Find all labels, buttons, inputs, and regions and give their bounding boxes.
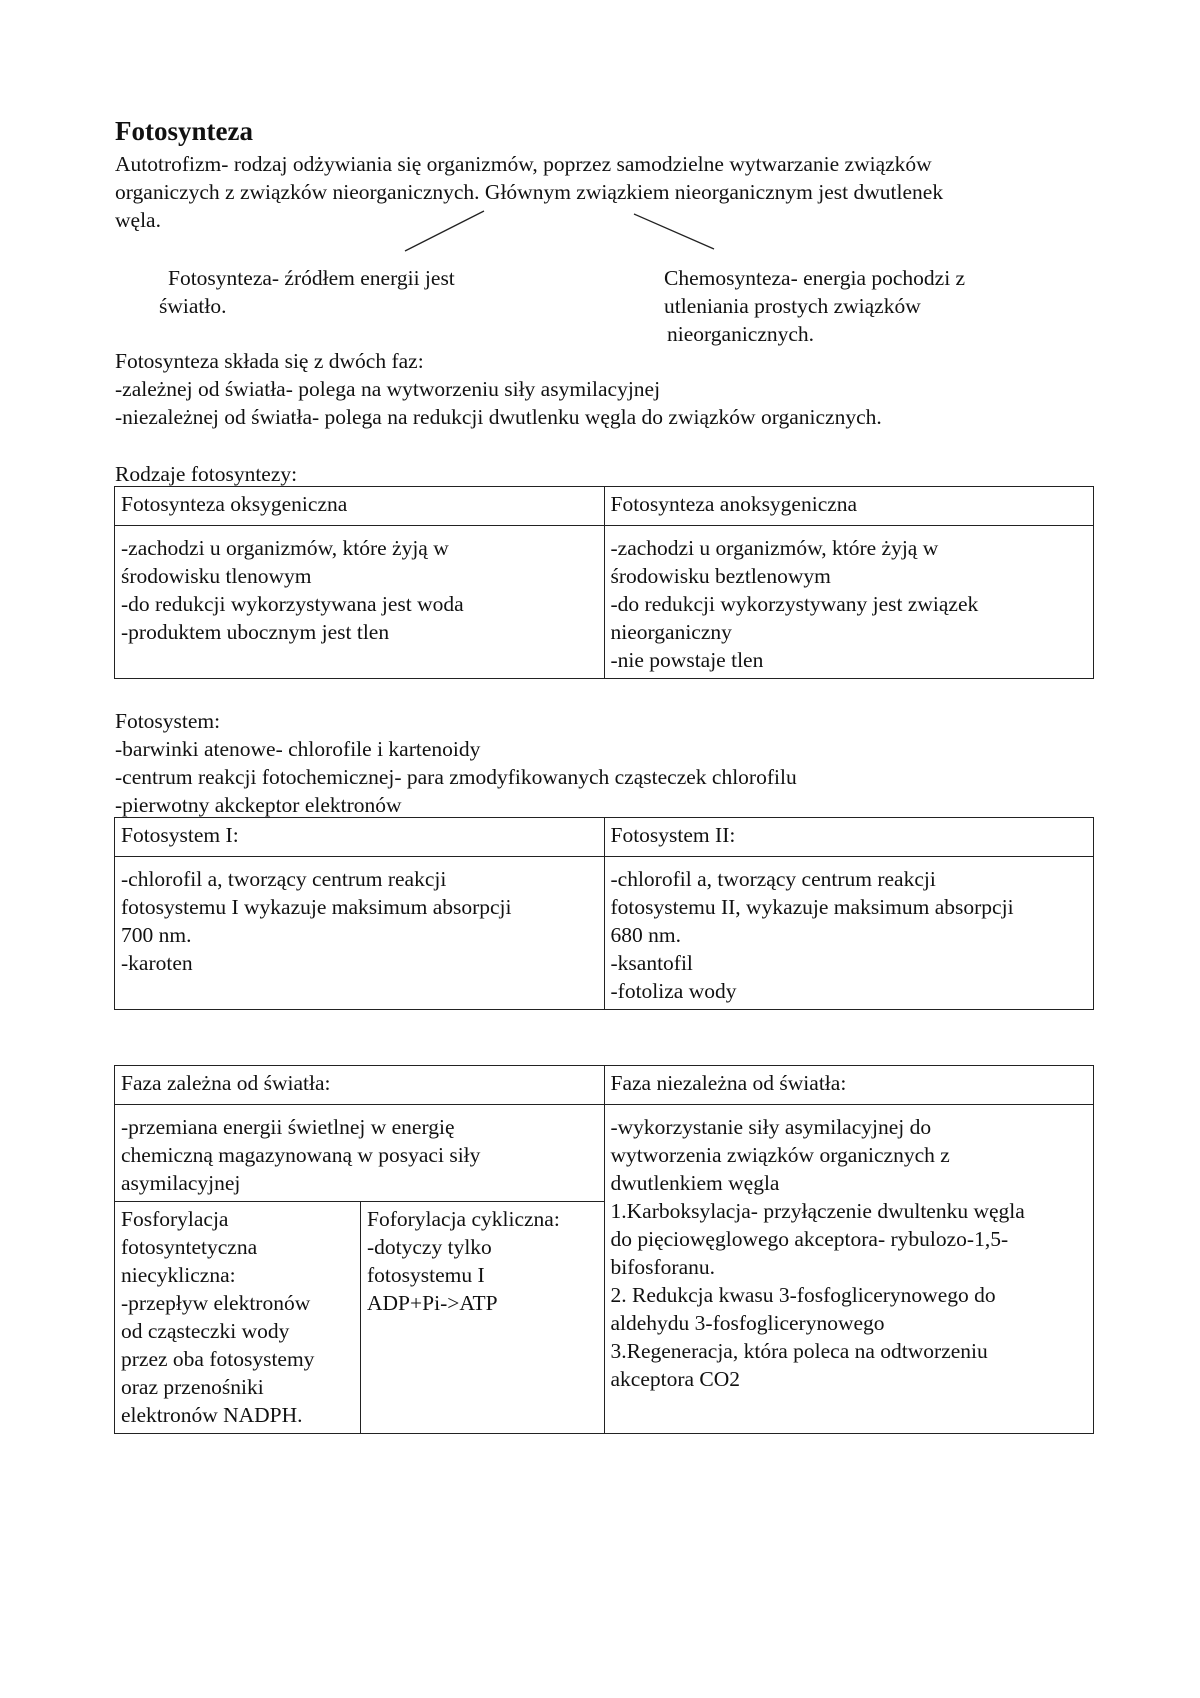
cell-line: nieorganiczny (610, 620, 732, 644)
cell-line: aldehydu 3-fosfoglicerynowego (610, 1311, 885, 1335)
cell-line: -chlorofil a, tworzący centrum reakcji (121, 867, 447, 891)
cell-line: -nie powstaje tlen (610, 648, 764, 672)
cell-line: -ksantofil (610, 951, 693, 975)
intro-line: Autotrofizm- rodzaj odżywiania się organizmów, poprzez samodzielne wytwarzanie związków (115, 152, 932, 176)
cell-line: -karoten (121, 951, 193, 975)
table-header-cell: Fotosystem I: (115, 818, 605, 857)
branch-line-text: Fotosynteza- źródłem energii jest (168, 266, 455, 290)
fotosystem-line: -centrum reakcji fotochemicznej- para zmodyfikowanych cząsteczek chlorofilu (115, 765, 797, 789)
intro-line: organiczych z związków nieorganicznych. Głównym związkiem nieorganicznym jest dwutlenek (115, 180, 944, 204)
branch-lines (0, 0, 1200, 300)
cell-line: -fotoliza wody (610, 979, 737, 1003)
cell-line: wytworzenia związków organicznych z (610, 1143, 950, 1167)
branch-line-text: nieorganicznych. (667, 322, 815, 346)
table-header-cell: Faza zależna od światła: (115, 1066, 605, 1105)
cell-line: asymilacyjnej (121, 1171, 241, 1195)
cell-line: -zachodzi u organizmów, które żyją w (610, 536, 939, 560)
cell-line: niecykliczna: (121, 1263, 236, 1287)
cell-line: 700 nm. (121, 923, 192, 947)
table-cell (115, 526, 605, 679)
table-cell-dark-phase (604, 1105, 1094, 1434)
table-cell (604, 526, 1094, 679)
cell-line: fotosystemu II, wykazuje maksimum absorpcji (610, 895, 1014, 919)
cell-line: -zachodzi u organizmów, które żyją w (121, 536, 449, 560)
cell-line: dwutlenkiem węgla (610, 1171, 780, 1195)
table-header-cell: Faza niezależna od światła: (604, 1066, 1094, 1105)
branch-line-text: światło. (159, 294, 227, 318)
cell-line: fotosyntetyczna (121, 1235, 258, 1259)
cell-line: Foforylacja cykliczna: (367, 1207, 560, 1231)
table-row (115, 1105, 1094, 1434)
cell-line: oraz przenośniki (121, 1375, 264, 1399)
intro-line: węla. (115, 208, 161, 232)
cell-line: chemiczną magazynowaną w posyaci siły (121, 1143, 481, 1167)
cell-line: -chlorofil a, tworzący centrum reakcji (610, 867, 936, 891)
branch-line-text: Chemosynteza- energia pochodzi z (664, 266, 966, 290)
branch-line-left (405, 211, 484, 251)
table-header-cell: Fotosystem II: (604, 818, 1094, 857)
table-row (115, 1202, 604, 1433)
branch-line-right (634, 214, 714, 249)
cell-line: przez oba fotosystemy (121, 1347, 315, 1371)
cell-line: 3.Regeneracja, która poleca na odtworzeniu (610, 1339, 988, 1363)
cell-line: fotosystemu I (367, 1263, 485, 1287)
table-cell (115, 857, 605, 1010)
phases-paragraph (115, 347, 882, 431)
fotosystem-line: -pierwotny akckeptor elektronów (115, 793, 402, 817)
cell-line: -wykorzystanie siły asymilacyjnej do (610, 1115, 932, 1139)
cell-line: -do redukcji wykorzystywana jest woda (121, 592, 464, 616)
table-header-row (115, 818, 1094, 857)
cell-line: -produktem ubocznym jest tlen (121, 620, 390, 644)
cell-line: -przepływ elektronów (121, 1291, 311, 1315)
cell-line: 680 nm. (610, 923, 681, 947)
table-cell-light-phase (115, 1105, 605, 1434)
cell-line: od cząsteczki wody (121, 1319, 290, 1343)
cell-line: -dotyczy tylko (367, 1235, 492, 1259)
cell-line: bifosforanu. (610, 1255, 715, 1279)
cell-line: 1.Karboksylacja- przyłączenie dwultenku węgla (610, 1199, 1025, 1223)
phases-line: -zależnej od światła- polega na wytworzeniu siły asymilacyjnej (115, 377, 661, 401)
branch-line-text: utleniania prostych związków (664, 294, 921, 318)
fotosystem-paragraph (115, 707, 797, 819)
cell-line: Fosforylacja (121, 1207, 229, 1231)
table-header-cell: Fotosynteza anoksygeniczna (604, 487, 1094, 526)
cell-line: akceptora CO2 (610, 1367, 741, 1391)
chemosynthesis-branch (664, 264, 965, 348)
light-phase-summary (115, 1105, 604, 1202)
table-cell (115, 1202, 361, 1433)
document-title: Fotosynteza (115, 116, 253, 146)
photosynthesis-branch (159, 264, 455, 320)
fotosystem-line: Fotosystem: (115, 709, 221, 733)
cell-line: do pięciowęglowego akceptora- rybulozo-1,5- (610, 1227, 1009, 1251)
table-header-row (115, 1066, 1094, 1105)
photosynthesis-types-table (114, 486, 1094, 679)
table-header-cell: Fotosynteza oksygeniczna (115, 487, 605, 526)
cell-line: ADP+Pi->ATP (367, 1291, 498, 1315)
table-row (115, 857, 1094, 1010)
photosystems-table (114, 817, 1094, 1010)
phases-table (114, 1065, 1094, 1434)
table-cell (361, 1202, 604, 1433)
phases-line: -niezależnej od światła- polega na redukcji dwutlenku węgla do związków organicznych. (115, 405, 882, 429)
cell-line: -do redukcji wykorzystywany jest związek (610, 592, 979, 616)
fotosystem-line: -barwinki atenowe- chlorofile i kartenoidy (115, 737, 481, 761)
cell-line: fotosystemu I wykazuje maksimum absorpcji (121, 895, 512, 919)
table-row (115, 526, 1094, 679)
cell-line: -przemiana energii świetlnej w energię (121, 1115, 455, 1139)
table-cell (604, 857, 1094, 1010)
phases-line: Fotosynteza składa się z dwóch faz: (115, 349, 424, 373)
table-header-row (115, 487, 1094, 526)
types-label: Rodzaje fotosyntezy: (115, 462, 298, 486)
cell-line: 2. Redukcja kwasu 3-fosfoglicerynowego do (610, 1283, 996, 1307)
phosphorylation-subtable (115, 1202, 604, 1433)
cell-line: środowisku beztlenowym (610, 564, 831, 588)
cell-line: środowisku tlenowym (121, 564, 312, 588)
cell-line: elektronów NADPH. (121, 1403, 303, 1427)
